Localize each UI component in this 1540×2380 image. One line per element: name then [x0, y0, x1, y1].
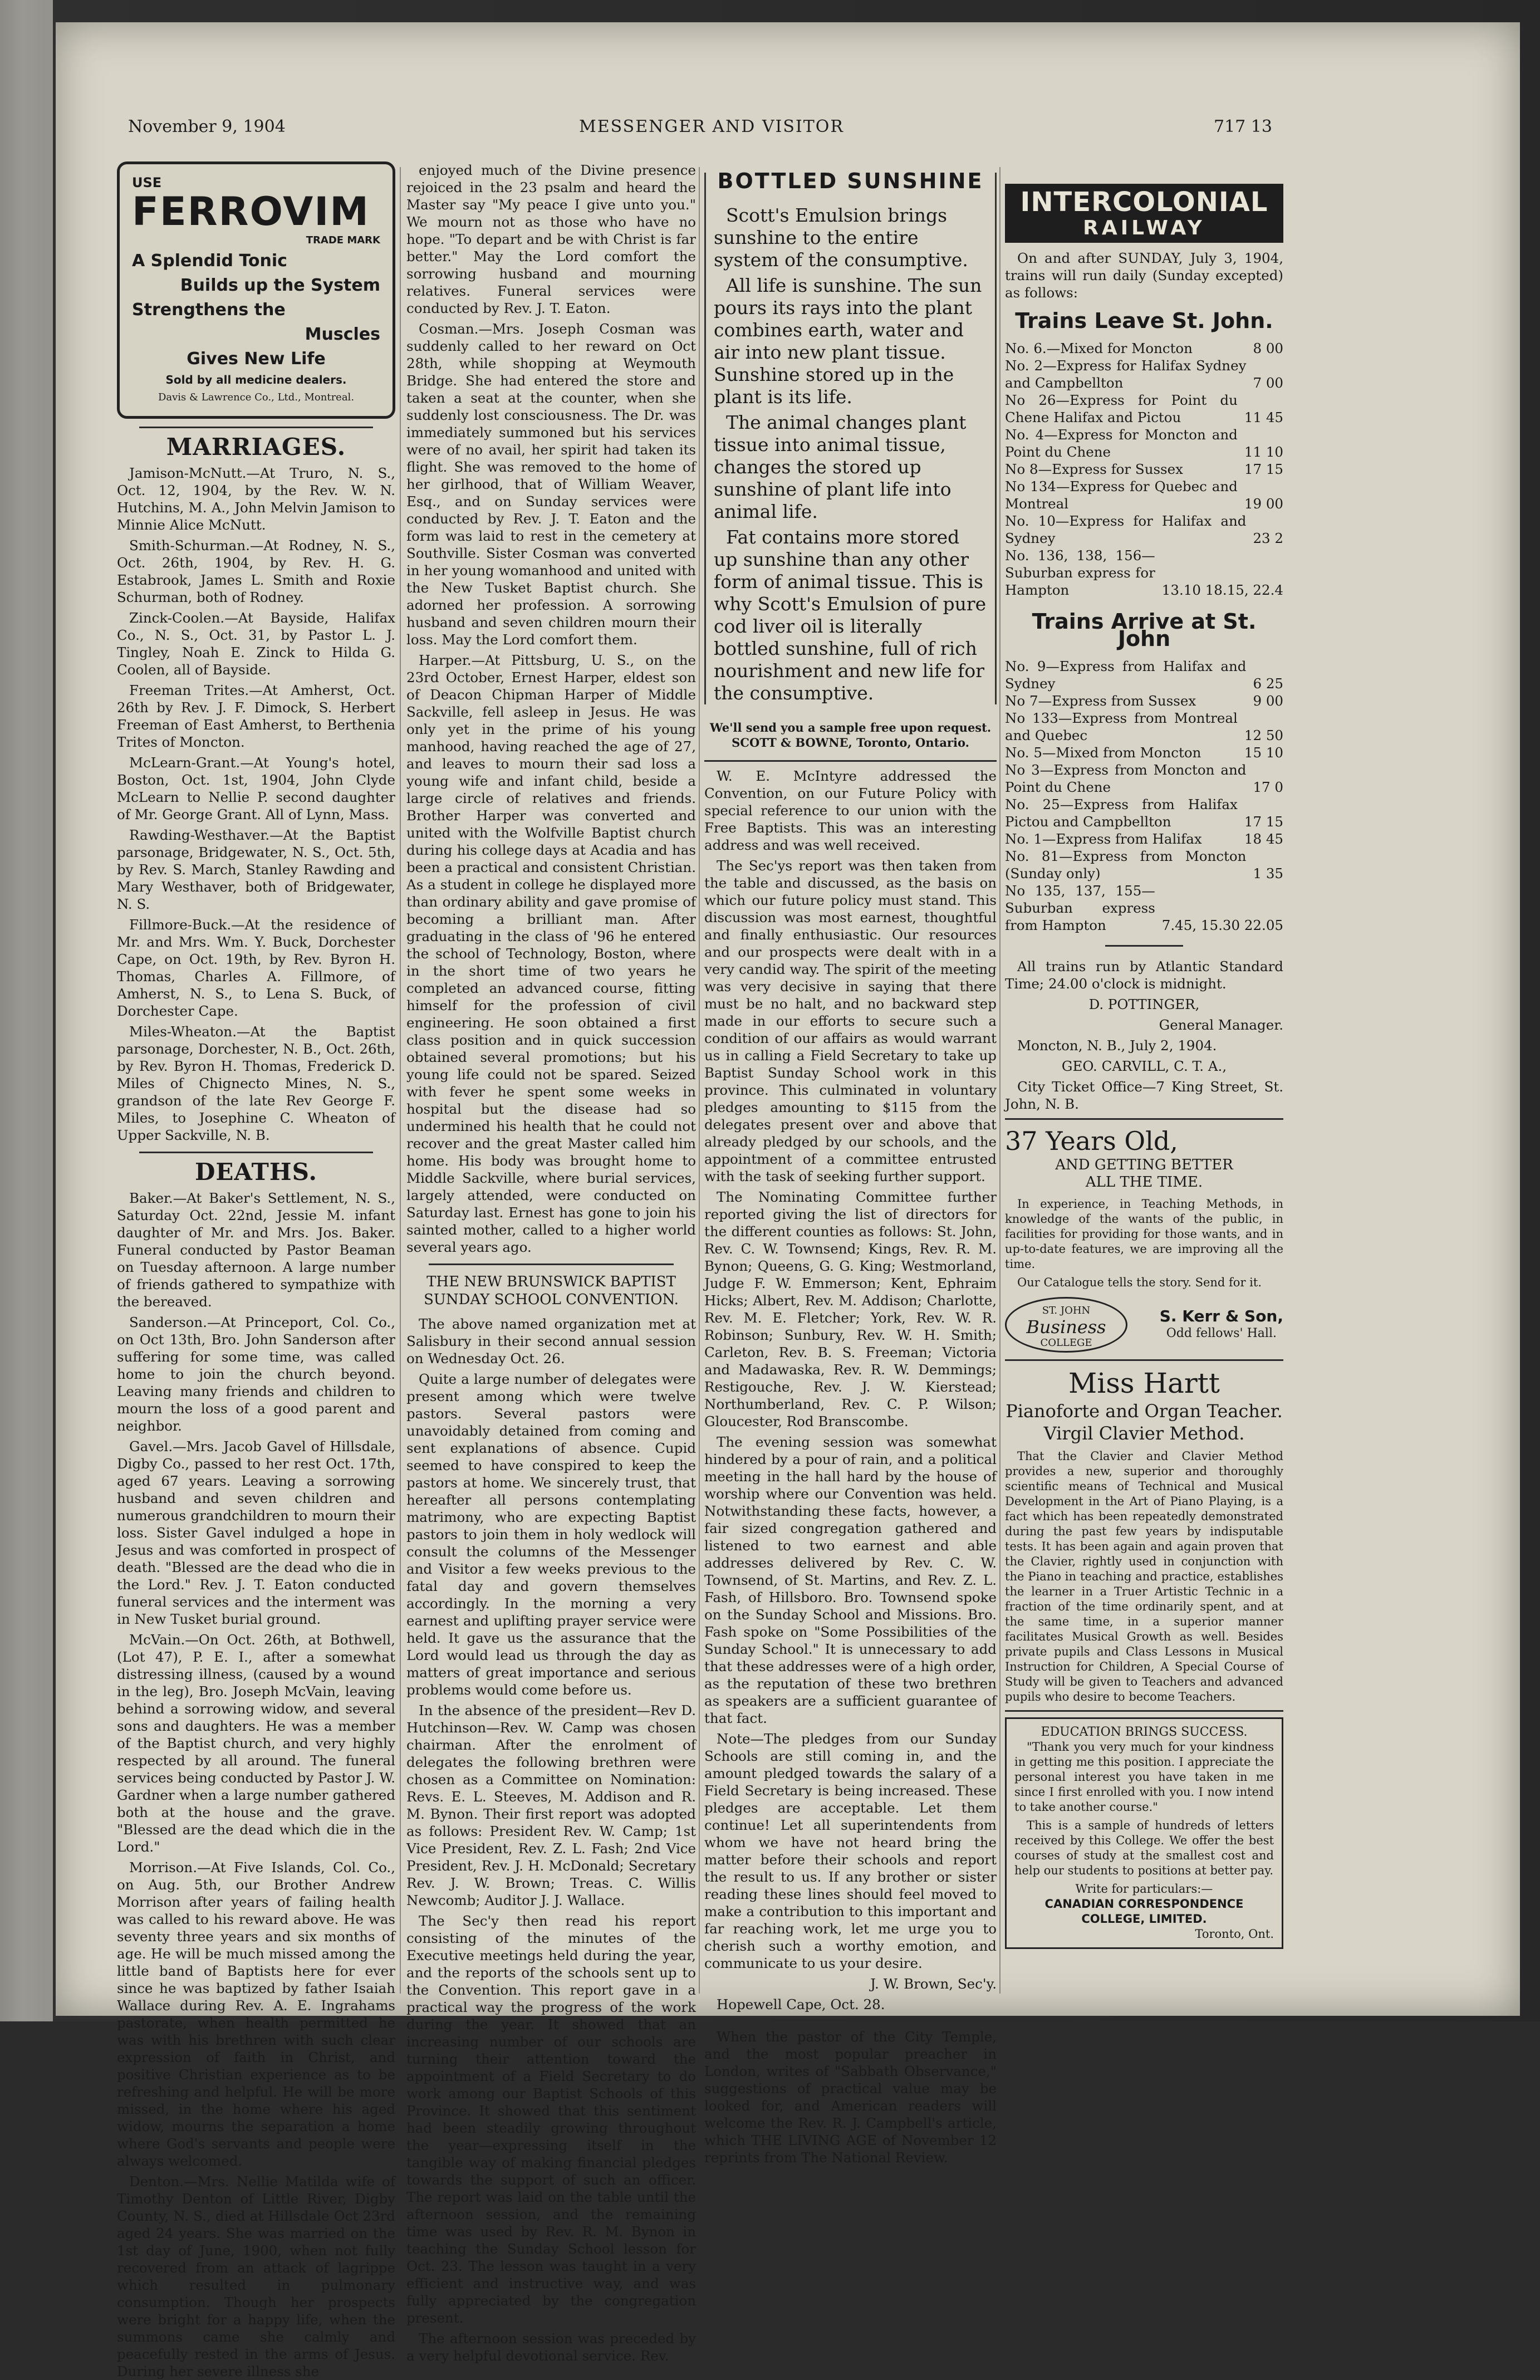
logo-script: Business — [1026, 1316, 1106, 1338]
column-3 — [704, 161, 997, 2166]
train-time: 17 15 — [1244, 814, 1283, 830]
train-time: 15 10 — [1244, 745, 1283, 761]
facing-page-edge — [0, 0, 53, 2021]
living-age-paragraph: When the pastor of the City Temple, and the most popular preacher in London, writes of "Sabbath Observance," suggestions of practical value may be looked for, and American readers will welcome the Rev. R. J. Campbell's article, which THE LIVING AGE of November 12 reprints from The National Review. — [704, 2029, 997, 2166]
train-time: 11 10 — [1244, 444, 1283, 460]
convention-paragraph: W. E. McIntyre addressed the Convention, on our Future Policy with special reference to our union with the Free Baptists. This was an interesting address and was well received. — [704, 768, 997, 853]
marriages-heading: MARRIAGES. — [166, 433, 346, 461]
train-row — [1005, 461, 1283, 478]
train-time: 7 00 — [1253, 375, 1283, 391]
train-time: 17 15 — [1244, 461, 1283, 477]
scotts-emulsion-ad — [704, 169, 997, 704]
railway-intro: On and after SUNDAY, July 3, 1904, trains will run daily (Sunday excepted) as follows: — [1005, 250, 1283, 301]
convention-paragraph: The above named organization met at Salisbury in their second annual session on Wednesday Oct. 26. — [406, 1316, 696, 1367]
page-number: 717 13 — [1214, 117, 1272, 136]
scotts-paragraph: Fat contains more stored up sunshine than any other form of animal tissue. This is why Scott's Emulsion of pure cod liver oil is literally bottled sunshine, full of rich nourishment and new life for the consumptive. — [714, 526, 987, 704]
scotts-heading: BOTTLED SUNSHINE — [717, 169, 984, 193]
train-row — [1005, 357, 1283, 391]
marriage-notice: Miles-Wheaton.—At the Baptist parsonage, Dorchester, N. B., Oct. 26th, by Rev. Byron H. Thomas, Frederick D. Miles of Chignecto Mines, N. S., grandson of the late Rev George F. Miles, to Josephine C. Wheaton of Upper Sackville, N. B. — [117, 1024, 395, 1143]
death-notice: Baker.—At Baker's Settlement, N. S., Saturday Oct. 22nd, Jessie M. infant daughter of Mr. and Mrs. Jos. Baker. Funeral conducted by Pastor Beaman on Tuesday afternoon. A large number of friends gathered to sympathize with the bereaved. — [117, 1190, 395, 1310]
kerr-sub: AND GETTING BETTER — [1055, 1157, 1233, 1173]
train-time: 18 45 — [1244, 831, 1283, 847]
train-description: No. 5—Mixed from Moncton — [1005, 745, 1201, 761]
train-row — [1005, 426, 1283, 461]
marriage-notice: McLearn-Grant.—At Young's hotel, Boston, Oct. 1st, 1904, John Clyde McLearn to Nellie P. second daughter of Mr. George Grant. All of Lynn, Mass. — [117, 755, 395, 822]
death-notice: Morrison.—At Five Islands, Col. Co., on Aug. 5th, our Brother Andrew Morrison after years of failing health was called to his reward above. He was seventy three years and six months of age. He will be much missed among the little band of Baptists here for ever since he was baptized by father Isaiah Wallace during Rev. A. E. Ingrahams pastorate, when health permitted he was with his brethren with such clear expression of faith in Christ, and positive Christian experience as to be refreshing and helpful. He will be more missed, in the home where his aged widow, mourns the separation a home where God's servants and people were always welcomed. — [117, 1859, 395, 2169]
education-body: This is a sample of hundreds of letters received by this College. We offer the best courses of study at the smallest cost and help our students to positions at better pay. — [1014, 1819, 1274, 1877]
train-description: No. 4—Express for Moncton and Point du Chene — [1005, 427, 1238, 460]
secretary-signature: J. W. Brown, Sec'y. — [870, 1976, 997, 1992]
kerr-sub: ALL THE TIME. — [1085, 1174, 1203, 1191]
train-description: No 134—Express for Quebec and Montreal — [1005, 478, 1238, 512]
kerr-catalogue: Our Catalogue tells the story. Send for it. — [1017, 1276, 1262, 1289]
logo-bottom: COLLEGE — [1040, 1337, 1092, 1349]
column-rule — [400, 167, 401, 1994]
train-description: No 7—Express from Sussex — [1005, 693, 1196, 709]
logo-top: ST. JOHN — [1042, 1305, 1091, 1316]
train-row — [1005, 744, 1283, 761]
train-description: No. 10—Express for Halifax and Sydney — [1005, 513, 1247, 546]
train-row — [1005, 830, 1283, 848]
train-time: 7.45, 15.30 22.05 — [1161, 917, 1283, 933]
ferrovim-line: A Splendid Tonic — [132, 251, 287, 271]
train-time: 8 00 — [1253, 340, 1283, 356]
column-2 — [406, 161, 696, 2364]
marriage-notice: Smith-Schurman.—At Rodney, N. S., Oct. 26th, 1904, by Rev. H. G. Estabrook, James L. Smith and Roxie Schurman, both of Rodney. — [117, 537, 395, 605]
convention-paragraph: In the absence of the president—Rev D. Hutchinson—Rev. W. Camp was chosen chairman. After the enrolment of delegates the following brethren were chosen as a Committee on Nomination: Revs. E. L. Steeves, M. Addison and R. M. Bynon. Their first report was adopted as follows: President Rev. W. Camp; 1st Vice President, Rev. Z. L. Fash; 2nd Vice President, Rev. J. H. McDonald; Secretary Rev. J. W. Brown; Treas. C. Willis Newcomb; Auditor J. J. Wallace. — [406, 1702, 696, 1908]
train-row — [1005, 547, 1283, 599]
education-ad — [1005, 1717, 1283, 1949]
convention-paragraph: Note—The pledges from our Sunday Schools are still coming in, and the amount pledged towards the salary of a Field Secretary is being increased. These pledges are acceptable. Let them continue! Let all superintendents from whom we have not heard bring the matter before their schools and report the result to us. If any brother or sister reading these lines should feel moved to make a contribution to this important and far reaching work, let me urge you to cherish such a worthy emotion, and communicate to us your desire. — [704, 1731, 997, 1971]
death-notice: Denton.—Mrs. Nellie Matilda wife of Timothy Denton of Little River, Digby County, N. S., died at Hillsdale Oct 23rd aged 24 years. She was married on the 1st day of June, 1900, when not fully recovered from an attack of lagrippe which resulted in pulmonary consumption. Though her prospects were bright for a happy life, when the summons came she calmly and peacefully rested in the arms of Jesus. During her severe illness she — [117, 2173, 395, 2379]
train-time: 19 00 — [1244, 496, 1283, 512]
train-time: 13.10 18.15, 22.4 — [1161, 582, 1283, 598]
convention-paragraph: Quite a large number of delegates were present among which were twelve pastors. Several pastors were unavoidably detained from coming and sent explanations of absence. Cupid seemed to have conspired to keep the pastors at home. We sincerely trust, that hereafter all persons contemplating matrimony, who are expecting Baptist pastors to join them in holy wedlock will consult the columns of the Messenger and Visitor a few weeks previous to the fatal day and govern themselves accordingly. In the morning a very earnest and uplifting prayer service were held. It gave us the assurance that the Lord would lead us through the day as matters of great importance and serious problems would come before us. — [406, 1371, 696, 1698]
kerr-headline: 37 Years Old, — [1005, 1126, 1178, 1156]
ferrovim-trademark: TRADE MARK — [306, 234, 380, 246]
train-row — [1005, 658, 1283, 692]
death-notice: Cosman.—Mrs. Joseph Cosman was suddenly called to her reward on Oct 28th, while shopping at Weymouth Bridge. She had entered the store and taken a seat at the counter, when she suddenly lost consciousness. The Dr. was immediately summoned but his services were of no avail, her spirit had taken its flight. She was removed to the home of her girlhood, that of William Weaver, Esq., and on Sunday services were conducted by Rev. J. T. Eaton and the form was laid to rest in the cemetery at Southville. Sister Cosman was converted in her young womanhood and united with the New Tusket Baptist church. She adorned her profession. A sorrowing husband and seven children mourn their loss. May the Lord comfort them. — [406, 321, 696, 648]
railway-banner — [1005, 184, 1283, 243]
railway-name: INTERCOLONIAL — [1020, 187, 1268, 218]
train-time: 12 50 — [1244, 727, 1283, 743]
kerr-logo-row — [1005, 1297, 1283, 1353]
train-row — [1005, 391, 1283, 426]
hartt-line: Virgil Clavier Method. — [1043, 1423, 1245, 1444]
scotts-paragraph: Scott's Emulsion brings sunshine to the entire system of the consumptive. — [714, 204, 968, 271]
marriage-notice: Zinck-Coolen.—At Bayside, Halifax Co., N. S., Oct. 31, by Pastor L. J. Tingley, Noah E. Zinck to Hilda G. Coolen, all of Bayside. — [117, 610, 395, 678]
deaths-heading: DEATHS. — [194, 1158, 318, 1186]
section-rule — [1105, 945, 1183, 947]
train-description: No. 6.—Mixed for Moncton — [1005, 340, 1193, 356]
train-description: No 135, 137, 155—Suburban express from Hampton — [1005, 883, 1155, 933]
hartt-line: Pianoforte and Organ Teacher. — [1006, 1400, 1283, 1422]
convention-paragraph: The Sec'ys report was then taken from the table and discussed, as the basis on which our future policy must stand. This discussion was most earnest, thoughtful and finally enthusiastic. Our resources and our prospects were dealt with in a very candid way. The spirit of the meeting was very decisive in saying that there must be no halt, and no backward step made in our efforts to secure such a condition of our affairs as would warrant us in calling a Field Secretary to take up Baptist Sunday School work in this province. This culminated in voluntary pledges amounting to $115 from the delegates present over and above that already pledged by our schools, and the appointment of a committee entrusted with the task of seeking further support. — [704, 858, 997, 1184]
train-row — [1005, 512, 1283, 547]
railway-signer: D. POTTINGER, — [1088, 996, 1200, 1012]
death-notice: Gavel.—Mrs. Jacob Gavel of Hillsdale, Digby Co., passed to her rest Oct. 17th, aged 67 years. Leaving a sorrowing husband and seven children and numerous grandchildren to mourn their loss. Sister Gavel indulged a hope in Jesus and was comforted in prospect of death. "Blessed are the dead who die in the Lord." Rev. J. T. Eaton conducted funeral services and the interment was in New Tusket burial ground. — [117, 1438, 395, 1627]
train-description: No. 2—Express for Halifax Sydney and Campbellton — [1005, 358, 1247, 391]
business-college-logo — [1005, 1297, 1127, 1353]
scotts-paragraph: All life is sunshine. The sun pours its rays into the plant combines earth, water and air into new plant tissue. Sunshine stored up in the plant is its life. — [714, 275, 982, 408]
hartt-body: That the Clavier and Clavier Method provides a new, superior and thoroughly scientific means of Technical and Musical Development in the Art of Piano Playing, is a fact which has been repeatedly demonstrated during the past few years by indisputable tests. It has been again and again proven that the Clavier, rightly used in conjunction with the Piano in teaching and practice, establishes the learner in a Truer Artistic Technic in a fraction of the time ordinarily spent, and at the same time, in a superior manner facilitates Musical Growth as well. Besides private pupils and Class Lessons in Musical Instruction for Children, A Special Course of Study will be given to Teachers and advanced pupils who desire to become Teachers. — [1005, 1449, 1283, 1703]
scotts-maker: SCOTT & BOWNE, Toronto, Ontario. — [732, 736, 969, 750]
section-rule — [771, 2020, 930, 2021]
education-quote: "Thank you very much for your kindness in getting me this position. I appreciate the personal interest you have taken in me since I first enrolled with you. I now intend to take another course." — [1014, 1740, 1274, 1814]
train-row — [1005, 796, 1283, 830]
scotts-paragraph: The animal changes plant tissue into animal tissue, changes the stored up sunshine of plant life into animal life. — [714, 412, 967, 522]
train-row — [1005, 709, 1283, 744]
section-rule — [1005, 1710, 1283, 1712]
marriage-notice: Jamison-McNutt.—At Truro, N. S., Oct. 12, 1904, by the Rev. W. N. Hutchins, M. A., John Melvin Jamison to Minnie Alice McNutt. — [117, 465, 395, 533]
ferrovim-ad — [117, 161, 395, 419]
education-city: Toronto, Ont. — [1195, 1927, 1274, 1941]
railway-note: All trains run by Atlantic Standard Time; 24.00 o'clock is midnight. — [1005, 958, 1283, 992]
ferrovim-maker: Davis & Lawrence Co., Ltd., Montreal. — [158, 391, 355, 403]
marriage-notice: Freeman Trites.—At Amherst, Oct. 26th by Rev. J. F. Dimock, S. Herbert Freeman of East Amherst, to Berthenia Trites of Moncton. — [117, 682, 395, 750]
education-college: CANADIAN CORRESPONDENCE — [1044, 1897, 1244, 1911]
ferrovim-line: Strengthens the — [132, 300, 286, 320]
train-description: No 26—Express for Point du Chene Halifax and Pictou — [1005, 392, 1238, 425]
issue-date: November 9, 1904 — [128, 117, 286, 136]
column-rule — [999, 167, 1000, 1994]
train-row — [1005, 692, 1283, 709]
dateline: Hopewell Cape, Oct. 28. — [717, 1996, 885, 2012]
kerr-hall: Odd fellows' Hall. — [1166, 1326, 1277, 1340]
kerr-firm-block — [1160, 1307, 1283, 1342]
arrive-heading: Trains Arrive at St. John — [1032, 609, 1257, 651]
column-4 — [1005, 184, 1283, 2049]
ferrovim-use: USE — [132, 175, 162, 190]
ferrovim-line: Gives New Life — [187, 349, 326, 369]
section-rule — [1005, 1359, 1283, 1361]
train-description: No. 1—Express from Halifax — [1005, 831, 1202, 847]
section-rule — [139, 427, 373, 428]
column-rule — [699, 167, 700, 1994]
leave-heading: Trains Leave St. John. — [1015, 308, 1273, 333]
departures-table — [1005, 340, 1283, 599]
death-notice: Sanderson.—At Princeport, Col. Co., on Oct 13th, Bro. John Sanderson after suffering for some time, was called home to join the church beyond. Leaving many friends and children to mourn the loss of a good parent and neighbor. — [117, 1314, 395, 1434]
convention-paragraph: The evening session was somewhat hindered by a pour of rain, and a political meeting in the hall hard by the house of worship where our Convention was held. Notwithstanding these facts, however, a fair sized congregation gathered and listened to two earnest and able addresses delivered by Rev. C. W. Townsend, of St. Martins, and Rev. Z. L. Fash, of Hillsboro. Bro. Townsend spoke on the Sunday School and Missions. Bro. Fash spoke on "Some Possibilities of the Sunday School." It is unnecessary to add that these addresses were of a high order, as the reputation of these two brethren as speakers are a sufficient guarantee of that fact. — [704, 1434, 997, 1726]
ferrovim-brand: FERROVIM — [132, 189, 370, 234]
train-time: 23 2 — [1253, 530, 1283, 546]
train-description: No 3—Express from Moncton and Point du Chene — [1005, 762, 1247, 795]
newspaper-title: MESSENGER AND VISITOR — [579, 117, 844, 136]
scotts-sample: We'll send you a sample free upon request. — [709, 721, 992, 734]
education-college: COLLEGE, LIMITED. — [1081, 1912, 1207, 1926]
ferrovim-sold: Sold by all medicine dealers. — [165, 373, 347, 386]
death-notice-continued: enjoyed much of the Divine presence rejoiced in the 23 psalm and heard the Master say "My peace I give unto you." We mourn not as those who have no hope. "To depart and be with Christ is far better." May the Lord comfort the sorrowing husband and mourning relatives. Funeral services were conducted by Rev. J. T. Eaton. — [406, 162, 696, 316]
ferrovim-line: Builds up the System — [180, 276, 380, 295]
railway-office: City Ticket Office—7 King Street, St. John, N. B. — [1005, 1079, 1283, 1112]
marriage-notice: Fillmore-Buck.—At the residence of Mr. and Mrs. Wm. Y. Buck, Dorchester Cape, on Oct. 19th, by Rev. Byron H. Thomas, Charles A. Fillmore, of Amherst, N. S., to Lena S. Buck, of Dorchester Cape. — [117, 917, 395, 1019]
train-description: No. 25—Express from Halifax Pictou and Campbellton — [1005, 796, 1238, 830]
train-description: No. 81—Express from Moncton (Sunday only) — [1005, 848, 1247, 882]
arrivals-table — [1005, 658, 1283, 934]
convention-paragraph: The Sec'y then read his report consisting of the minutes of the Executive meetings held during the year, and the reports of the schools sent up to the Convention. This report gave in a practical way the progress of the work during the year. It showed that an increasing number of our schools are turning their attention toward the appointment of a Field Secretary to do work among our Baptist Schools of this Province. It showed that this sentiment had been steadily growing throughout the year—expressing itself in the tangible way of making financial pledges towards the support of such an officer. The report was laid on the table until the afternoon session, and the remaining time was used by Rev. R. M. Bynon in teaching the Sunday School lesson for Oct. 23. The lesson was taught in a very efficient and instructive way, and was fully appreciated by the congregation present. — [406, 1913, 696, 2326]
train-row — [1005, 882, 1283, 934]
train-time: 9 00 — [1253, 693, 1283, 709]
education-write: Write for particulars:— — [1075, 1882, 1213, 1896]
convention-heading: THE NEW BRUNSWICK BAPTIST SUNDAY SCHOOL CONVENTION. — [424, 1274, 679, 1308]
section-rule — [704, 760, 997, 762]
railway-subname: RAILWAY — [1083, 217, 1205, 239]
section-rule — [429, 1264, 674, 1265]
train-row — [1005, 478, 1283, 512]
railway-place: Moncton, N. B., July 2, 1904. — [1017, 1037, 1217, 1054]
kerr-firm: S. Kerr & Son, — [1159, 1307, 1283, 1325]
train-time: 1 35 — [1253, 865, 1283, 882]
kerr-body: In experience, in Teaching Methods, in knowledge of the wants of the public, in facilities for providing for those wants, and in up-to-date features, we are improving all the time. — [1005, 1197, 1283, 1271]
train-description: No 8—Express for Sussex — [1005, 461, 1183, 477]
train-description: No 133—Express from Montreal and Quebec — [1005, 710, 1238, 743]
convention-paragraph: The Nominating Committee further reported giving the list of directors for the different counties as follows: St. John, Rev. C. W. Townsend; Kings, Rev. R. M. Bynon; Queens, G. G. King; Westmorland, Judge F. W. Emmerson; Kent, Ephraim Hicks; Albert, Rev. M. Addison; Charlotte, Rev. M. E. Fletcher; York, Rev. W. R. Robinson; Sunbury, Rev. W. H. Smith; Carleton, Rev. B. S. Freeman; Victoria and Madawaska, Rev. R. W. Demmings; Restigouche, Rev. J. W. Kierstead; Northumberland, Rev. C. P. Wilson; Gloucester, Rod Branscombe. — [704, 1189, 997, 1429]
railway-signer-title: General Manager. — [1159, 1017, 1283, 1033]
death-notice: Harper.—At Pittsburg, U. S., on the 23rd October, Ernest Harper, eldest son of Deacon Chipman Harper of Middle Sackville, fell asleep in Jesus. He was only yet in the prime of his young manhood, having reached the age of 27, and leaves to mourn their sad loss a young wife and infant child, beside a large circle of relatives and friends. Brother Harper was converted and united with the Wolfville Baptist church during his college days at Acadia and has been a practical and consistent Christian. As a student in college he displayed more than ordinary ability and gave promise of becoming a brilliant man. After graduating in the class of '96 he entered the school of Technology, Boston, where in the short time of two years he completed an advanced course, fitting himself for the profession of civil engineering. He soon obtained a first class position and in quick succession obtained several promotions; but his young life could not be spared. Seized with fever he spent some weeks in hospital but the disease had so undermined his health that he could not recover and the great Master called him home. His body was brought home to Middle Sackville, where burial services, largely attended, were conducted on Saturday last. Ernest has gone to join his sainted mother, called to a higher world several years ago. — [406, 652, 696, 1255]
train-row — [1005, 761, 1283, 796]
railway-agent: GEO. CARVILL, C. T. A., — [1061, 1058, 1227, 1074]
train-time: 17 0 — [1253, 779, 1283, 795]
convention-paragraph: The afternoon session was preceded by a very helpful devotional service. Rev. — [406, 2330, 696, 2364]
train-row — [1005, 340, 1283, 357]
marriage-notice: Rawding-Westhaver.—At the Baptist parsonage, Bridgewater, N. S., Oct. 5th, by Rev. S. March, Stanley Rawding and Mary Westhaver, both of Bridgewater, N. S. — [117, 827, 395, 912]
train-description: No. 136, 138, 156—Suburban express for Hampton — [1005, 547, 1155, 598]
section-rule — [139, 1152, 373, 1153]
train-row — [1005, 848, 1283, 882]
education-heading: EDUCATION BRINGS SUCCESS. — [1041, 1725, 1248, 1739]
section-rule — [1005, 1118, 1283, 1120]
hartt-name: Miss Hartt — [1068, 1367, 1220, 1399]
train-time: 11 45 — [1244, 409, 1283, 425]
train-time: 6 25 — [1253, 675, 1283, 692]
death-notice: McVain.—On Oct. 26th, at Bothwell, (Lot 47), P. E. I., after a somewhat distressing illness, (caused by a wound in the leg), Bro. Joseph McVain, leaving behind a sorrowing widow, and several sons and daughters. He was a member of the Baptist church, and very highly respected by all around. The funeral services being conducted by Pastor J. W. Gardner when a large number gathered both at the house and the grave. "Blessed are the dead which die in the Lord." — [117, 1632, 395, 1855]
ferrovim-line: Muscles — [305, 325, 380, 344]
train-description: No. 9—Express from Halifax and Sydney — [1005, 658, 1247, 692]
column-1 — [117, 161, 395, 2379]
